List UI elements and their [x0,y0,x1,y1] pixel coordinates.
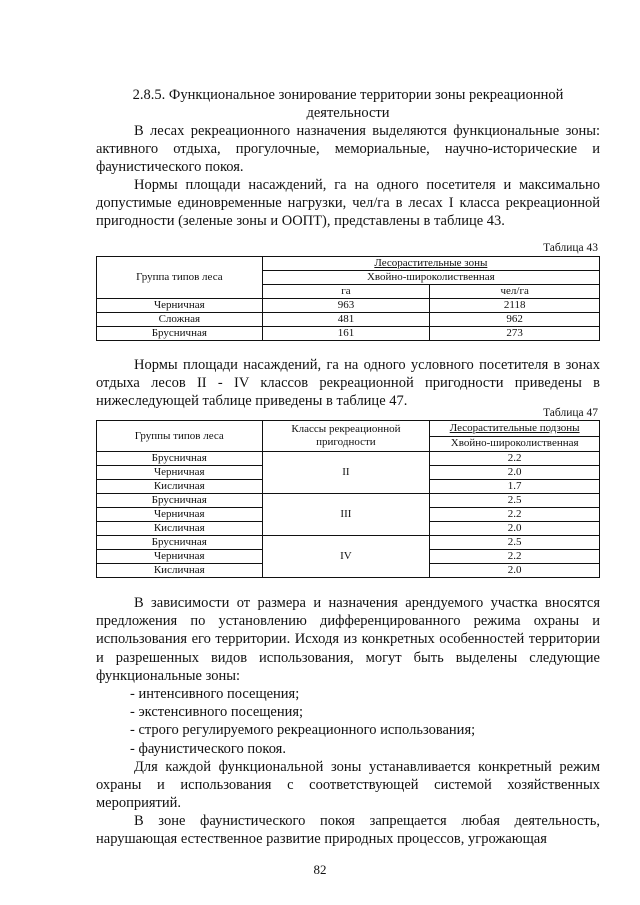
value-cell: 2.5 [430,494,600,508]
paragraph-lease-zones: В зависимости от размера и назначения арендуемого участка вносятся предложения по установлению дифференцированного режима охраны и использования его территории. Исходя из конкретных особенностей территории и разрешенных видов использования, могут быть выделены следующие функциональные зоны: [96,595,600,684]
list-item: - интенсивного посещения; [130,686,300,702]
forest-type-cell: Черничная [97,550,263,564]
forest-type-cell: Кисличная [97,564,263,578]
value-cell: 2.0 [430,522,600,536]
table-47 [96,420,600,578]
paragraph-norms-class2-4: Нормы площади насаждений, га на одного условного посетителя в зонах отдыха лесов II - IV классов рекреационной пригодности приведены в нижеследующей таблице приведены в таблице 47. [96,357,600,410]
value-cell: 2.5 [430,536,600,550]
ga-cell: 963 [262,299,430,313]
forest-type-cell: Брусничная [97,327,263,341]
table-47-header-group: Группы типов леса [97,421,263,452]
value-cell: 2.2 [430,508,600,522]
list-item: - строго регулируемого рекреационного использования; [130,722,476,739]
table-row [97,494,600,508]
class-cell: II [262,452,430,494]
section-heading: 2.8.5. Функциональное зонирование территории зоны рекреационной деятельности [132,87,564,121]
forest-type-cell: Брусничная [97,536,263,550]
table-47-header-class: Классы рекреационной пригодности [262,421,430,452]
forest-type-cell: Черничная [97,466,263,480]
forest-type-cell: Сложная [97,313,263,327]
table-43 [96,256,600,341]
chel-cell: 962 [430,313,600,327]
paragraph-fauna-rest: В зоне фаунистического покоя запрещается любая деятельность, нарушающая естественное развитие природных процессов, угрожающая [96,813,600,848]
ga-cell: 161 [262,327,430,341]
chel-cell: 2118 [430,299,600,313]
class-cell: III [262,494,430,536]
table-row [97,299,600,313]
value-cell: 2.0 [430,564,600,578]
table-row [97,313,600,327]
table-47-caption: Таблица 47 [543,407,598,419]
value-cell: 1.7 [430,480,600,494]
page-number: 82 [313,862,327,877]
value-cell: 2.2 [430,550,600,564]
table-row [97,536,600,550]
table-47-header-zone: Лесорастительные подзоны [430,421,600,437]
table-row [97,327,600,341]
table-43-header-ga: га [262,285,430,299]
paragraph-functional-zones: В лесах рекреационного назначения выделяются функциональные зоны: активного отдыха, прогулочные, мемориальные, научно-исторические и фаунистического покоя. [96,123,600,176]
ga-cell: 481 [262,313,430,327]
forest-type-cell: Брусничная [97,494,263,508]
table-43-header-group: Группа типов леса [97,257,263,299]
list-item: - экстенсивного посещения; [130,704,304,721]
forest-type-cell: Брусничная [97,452,263,466]
paragraph-norms-class1: Нормы площади насаждений, га на одного посетителя и максимально допустимые единовременные нагрузки, чел/га в лесах I класса рекреационной пригодности (зеленые зоны и ООПТ), представлены в таблице 43. [96,177,600,230]
forest-type-cell: Черничная [97,299,263,313]
table-43-header-zone: Лесорастительные зоны [262,257,599,271]
forest-type-cell: Кисличная [97,480,263,494]
class-cell: IV [262,536,430,578]
table-row [97,452,600,466]
forest-type-cell: Кисличная [97,522,263,536]
chel-cell: 273 [430,327,600,341]
paragraph-zone-regime: Для каждой функциональной зоны устанавливается конкретный режим охраны и использования с соответствующей системой хозяйственных мероприятий. [96,759,600,812]
zone-list [96,685,600,758]
table-43-header-subzone: Хвойно-широколиственная [262,271,599,285]
table-43-caption: Таблица 43 [543,242,598,254]
table-47-header-subzone: Хвойно-широколиственная [430,436,600,452]
forest-type-cell: Черничная [97,508,263,522]
value-cell: 2.0 [430,466,600,480]
table-43-header-chel: чел/га [430,285,600,299]
list-item: - фаунистического покоя. [130,740,286,757]
value-cell: 2.2 [430,452,600,466]
